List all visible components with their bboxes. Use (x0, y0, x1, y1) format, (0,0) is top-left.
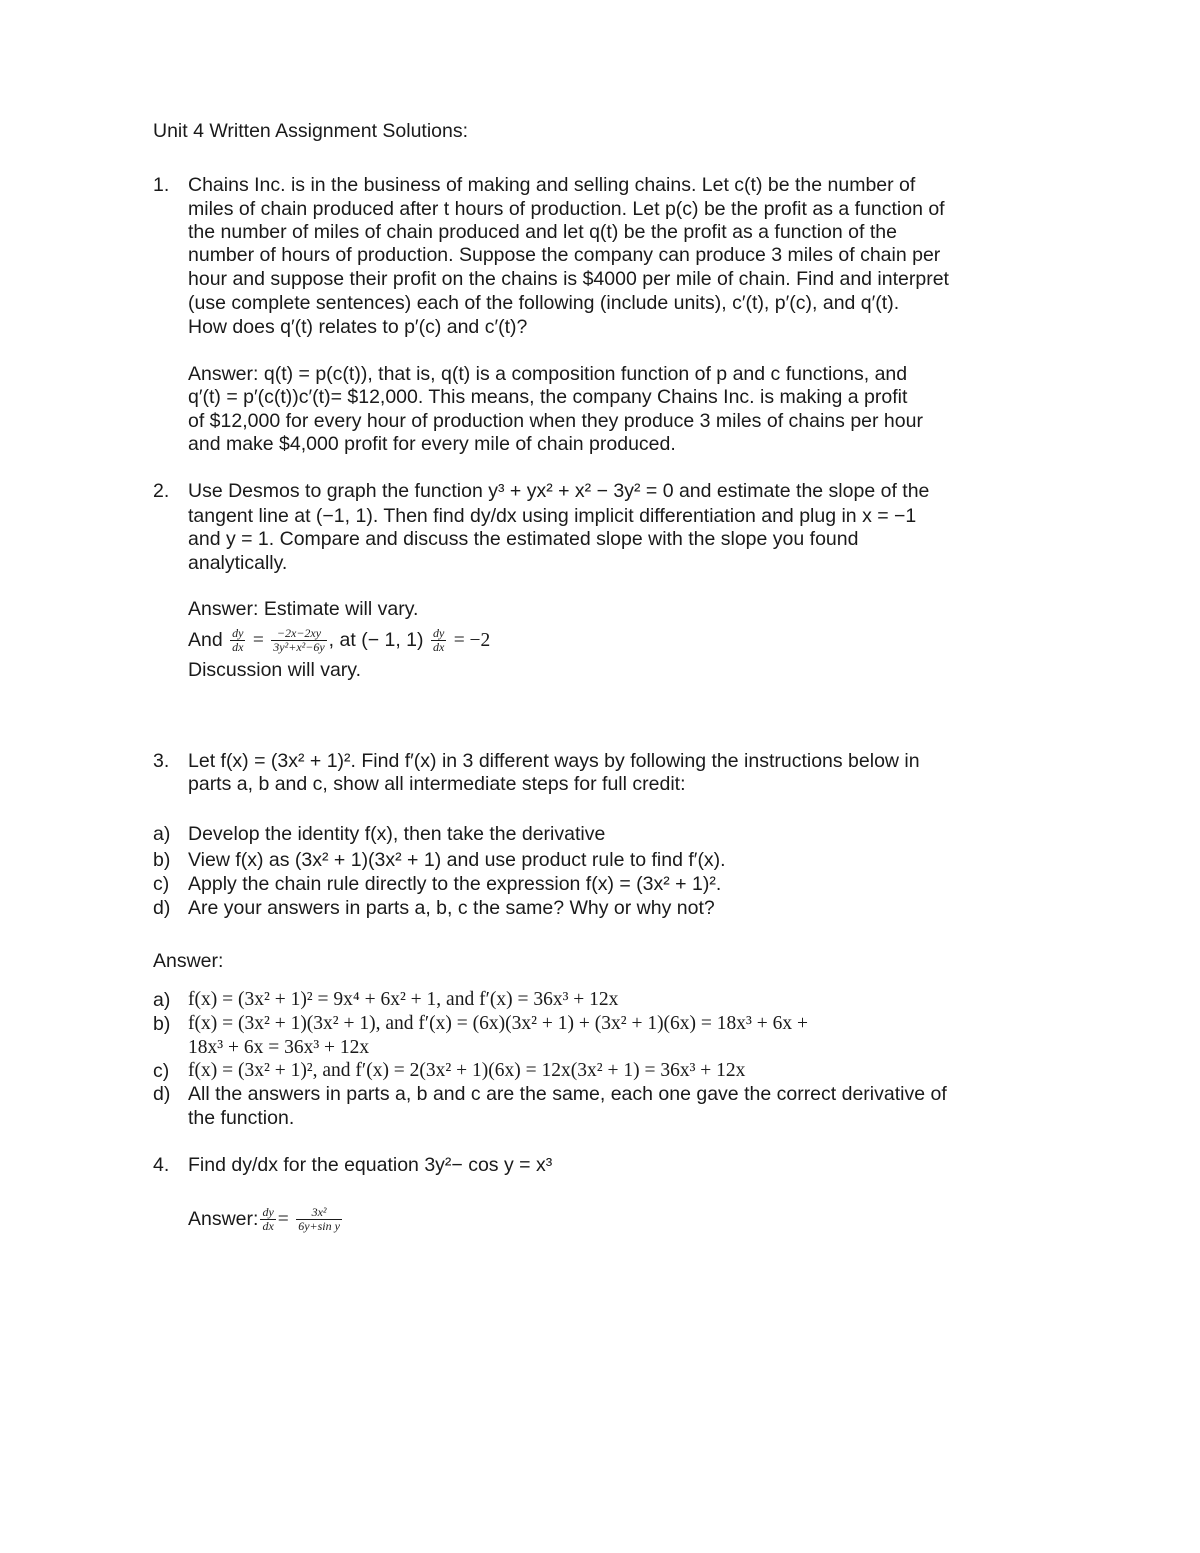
answer-part-text: f(x) = (3x² + 1)(3x² + 1), and f′(x) = (6x)(3x² + 1) + (3x² + 1)(6x) = 18x³ + 6x + (188, 1013, 809, 1034)
derivative-fraction: $\frac{-2x-2xy}{\text{3y²+x²−6y}}$ (273, 626, 325, 655)
question-2-line: tangent line at (−1, 1). Then find dy/dx using implicit differentiation and plug in x = −1 (188, 505, 917, 527)
answer-part-label: a) (153, 989, 171, 1011)
equals-sign: = (252, 630, 264, 651)
answer-1-line: and make $4,000 profit for every mile of chain produced. (188, 433, 676, 455)
question-2-line: Use Desmos to graph the function y³ + yx² + x² − 3y² = 0 and estimate the slope of the (188, 480, 930, 502)
dy-dx-fraction: $\frac{dy}{dx}$ (262, 1205, 274, 1234)
answer-part-text: All the answers in parts a, b and c are the same, each one gave the correct derivative of (188, 1083, 947, 1105)
point-text: at (− 1, 1) (339, 629, 424, 651)
part-text: Develop the identity f(x), then take the derivative (188, 823, 606, 845)
part-label: d) (153, 897, 171, 919)
question-2-line: and y = 1. Compare and discuss the estimated slope with the slope you found (188, 528, 859, 550)
answer-part-label: d) (153, 1083, 171, 1105)
answer-1-line: Answer: q(t) = p(c(t)), that is, q(t) is a composition function of p and c functions, and (188, 363, 908, 385)
part-text: Apply the chain rule directly to the expression f(x) = (3x² + 1)². (188, 873, 722, 895)
and-label: And (188, 629, 223, 651)
question-1-line: hour and suppose their profit on the chains is $4000 per mile of chain. Find and interpret (188, 268, 949, 290)
question-2-number: 2. (153, 480, 170, 502)
answer-3-label: Answer: (153, 950, 224, 972)
answer-part-text: f(x) = (3x² + 1)² = 9x⁴ + 6x² + 1, and f′(x) = 36x³ + 12x (188, 989, 619, 1010)
question-3-line: Let f(x) = (3x² + 1)². Find f′(x) in 3 different ways by following the instructions below in (188, 750, 920, 772)
derivative-fraction: $\frac{\text{3x²}}{\text{6y+sin y}}$ (298, 1205, 340, 1234)
dy-dx-fraction: $\frac{dy}{dx}$ (432, 626, 445, 655)
part-label: b) (153, 849, 171, 871)
question-1-line: (use complete sentences) each of the following (include units), c′(t), p′(c), and q′(t). (188, 292, 900, 314)
question-1-number: 1. (153, 174, 170, 196)
answer-part-text: the function. (188, 1107, 295, 1129)
question-1-line: How does q′(t) relates to p′(c) and c′(t)? (188, 316, 528, 338)
answer-4-derivative (188, 1203, 344, 1235)
question-1-line: the number of miles of chain produced and let q(t) be the profit as a function of the (188, 221, 897, 243)
question-1-line: Chains Inc. is in the business of making and selling chains. Let c(t) be the number of (188, 174, 916, 196)
question-3-number: 3. (153, 750, 170, 772)
part-label: c) (153, 873, 170, 895)
answer-2-derivative: And $\frac{dy}{dx}$ = $\frac{-2x-2xy}{\text{3y²+x²−6y}}$ , at (− 1, 1) $\frac{dy}{dx}$ = −2 (188, 626, 491, 655)
answer-4-label: Answer: (188, 1208, 259, 1230)
question-2-line: analytically. (188, 552, 288, 574)
dy-dx-fraction: $\frac{dy}{dx}$ (232, 626, 244, 655)
answer-2-line: Answer: Estimate will vary. (188, 598, 419, 620)
answer-part-text: 18x³ + 6x = 36x³ + 12x (188, 1037, 370, 1058)
page-title: Unit 4 Written Assignment Solutions: (153, 120, 469, 142)
answer-part-label: c) (153, 1060, 170, 1082)
answer-2-line: Discussion will vary. (188, 659, 362, 681)
part-label: a) (153, 823, 171, 845)
slope-result: = −2 (453, 630, 491, 651)
equals-sign: = (277, 1209, 289, 1230)
answer-1-line: of $12,000 for every hour of production when they produce 3 miles of chains per hour (188, 410, 923, 432)
question-4-number: 4. (153, 1154, 170, 1176)
part-text: View f(x) as (3x² + 1)(3x² + 1) and use product rule to find f′(x). (188, 849, 726, 871)
answer-1-line: q′(t) = p′(c(t))c′(t)= $12,000. This means, the company Chains Inc. is making a profit (188, 386, 908, 408)
part-text: Are your answers in parts a, b, c the same? Why or why not? (188, 897, 715, 919)
question-4-line: Find dy/dx for the equation 3y²− cos y = x³ (188, 1154, 553, 1176)
answer-part-text: f(x) = (3x² + 1)², and f′(x) = 2(3x² + 1)(6x) = 12x(3x² + 1) = 36x³ + 12x (188, 1060, 746, 1081)
question-1-line: number of hours of production. Suppose the company can produce 3 miles of chain per (188, 244, 941, 266)
question-1-line: miles of chain produced after t hours of production. Let p(c) be the profit as a function of (188, 198, 945, 220)
answer-part-label: b) (153, 1013, 171, 1035)
question-3-line: parts a, b and c, show all intermediate steps for full credit: (188, 773, 686, 795)
